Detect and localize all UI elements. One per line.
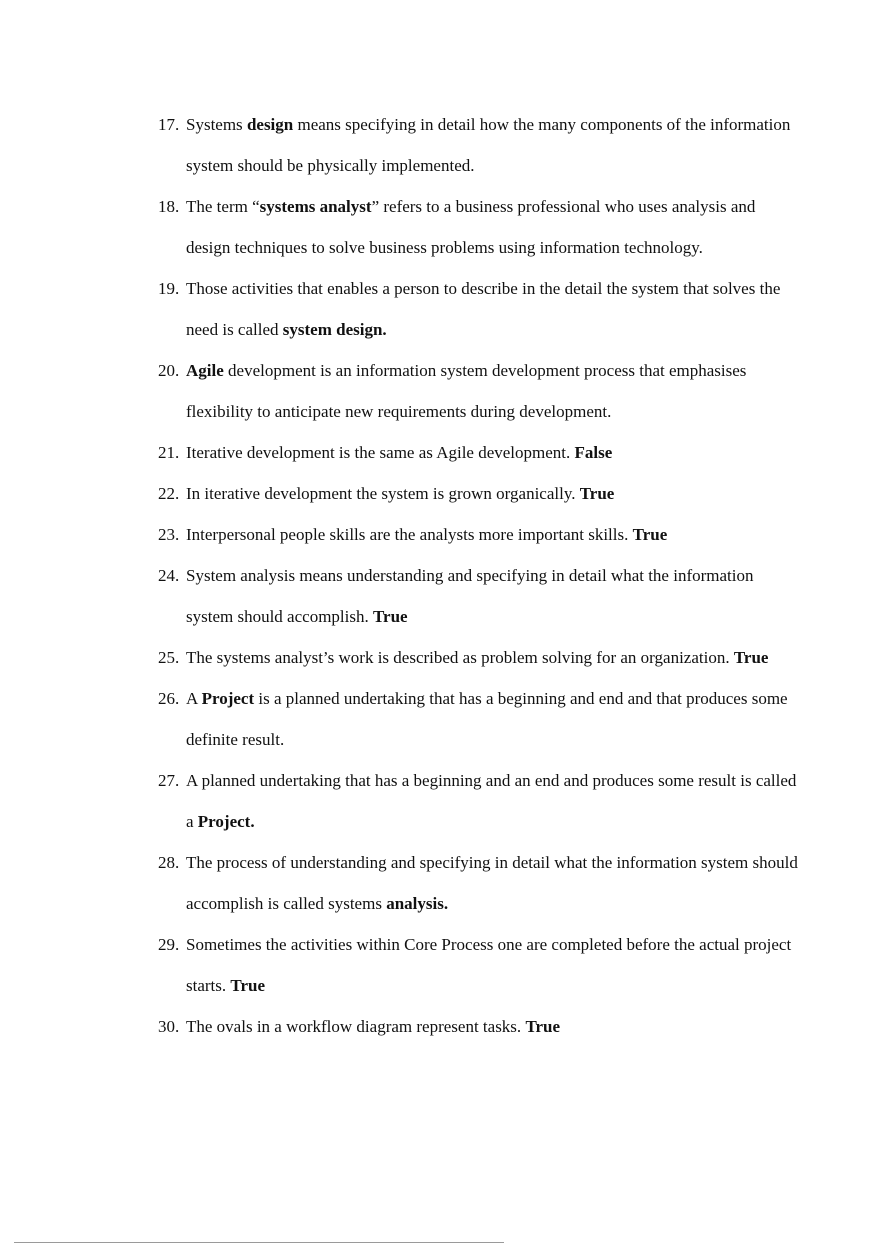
item-number: 22. [158,484,180,503]
list-item [158,760,798,842]
item-text: The systems analyst’s work is described as problem solving for an organization. True [186,648,769,667]
bold-term: Project. [197,812,255,831]
item-text: In iterative development the system is grown organically. True [186,484,615,503]
item-number: 23. [158,525,180,544]
bold-term: Agile [186,361,224,380]
item-number: 25. [158,648,180,667]
bold-term: system design. [282,320,387,339]
list-item [158,186,798,268]
item-number: 20. [158,361,180,380]
list-item [158,268,798,350]
item-text: System analysis means understanding and specifying in detail what the information system should accomplish. True [186,566,754,626]
item-number: 28. [158,853,180,872]
list-item [158,473,798,514]
bold-term: systems analyst [259,197,372,216]
item-text: The ovals in a workflow diagram represent tasks. True [186,1017,561,1036]
item-number: 26. [158,689,180,708]
bold-term: analysis. [386,894,449,913]
item-text: The process of understanding and specifying in detail what the information system should accomplish is called systems analysis. [186,853,798,913]
list-item [158,555,798,637]
list-item [158,678,798,760]
list-item [158,432,798,473]
item-number: 17. [158,115,180,134]
footer-rule [14,1242,504,1243]
answer-label: False [574,443,613,462]
answer-label: True [230,976,266,995]
list-item [158,1006,798,1047]
true-false-answer-list [158,104,798,1047]
answer-label: True [632,525,668,544]
answer-label: True [372,607,408,626]
item-number: 27. [158,771,180,790]
item-number: 18. [158,197,180,216]
item-number: 24. [158,566,180,585]
answer-label: True [525,1017,561,1036]
item-text: Those activities that enables a person to describe in the detail the system that solves the need is called system design. [186,279,781,339]
list-item [158,514,798,555]
list-item [158,924,798,1006]
list-item [158,842,798,924]
list-item [158,350,798,432]
item-text: Interpersonal people skills are the analysts more important skills. True [186,525,668,544]
item-number: 21. [158,443,180,462]
answer-label: True [579,484,615,503]
answer-label: True [733,648,769,667]
bold-term: design [246,115,294,134]
item-text: Iterative development is the same as Agile development. False [186,443,613,462]
item-text: Agile development is an information system development process that emphasises flexibility to anticipate new requirements during development. [186,361,747,421]
item-text: Systems design means specifying in detail how the many components of the information system should be physically implemented. [186,115,791,175]
item-text: The term “systems analyst” refers to a business professional who uses analysis and design techniques to solve business problems using information technology. [186,197,756,257]
list-item [158,104,798,186]
item-text: Sometimes the activities within Core Process one are completed before the actual project starts. True [186,935,792,995]
item-text: A Project is a planned undertaking that has a beginning and end and that produces some definite result. [186,689,788,749]
item-text: A planned undertaking that has a beginning and an end and produces some result is called a Project. [186,771,797,831]
item-number: 19. [158,279,180,298]
bold-term: Project [201,689,255,708]
item-number: 30. [158,1017,180,1036]
item-number: 29. [158,935,180,954]
list-item [158,637,798,678]
